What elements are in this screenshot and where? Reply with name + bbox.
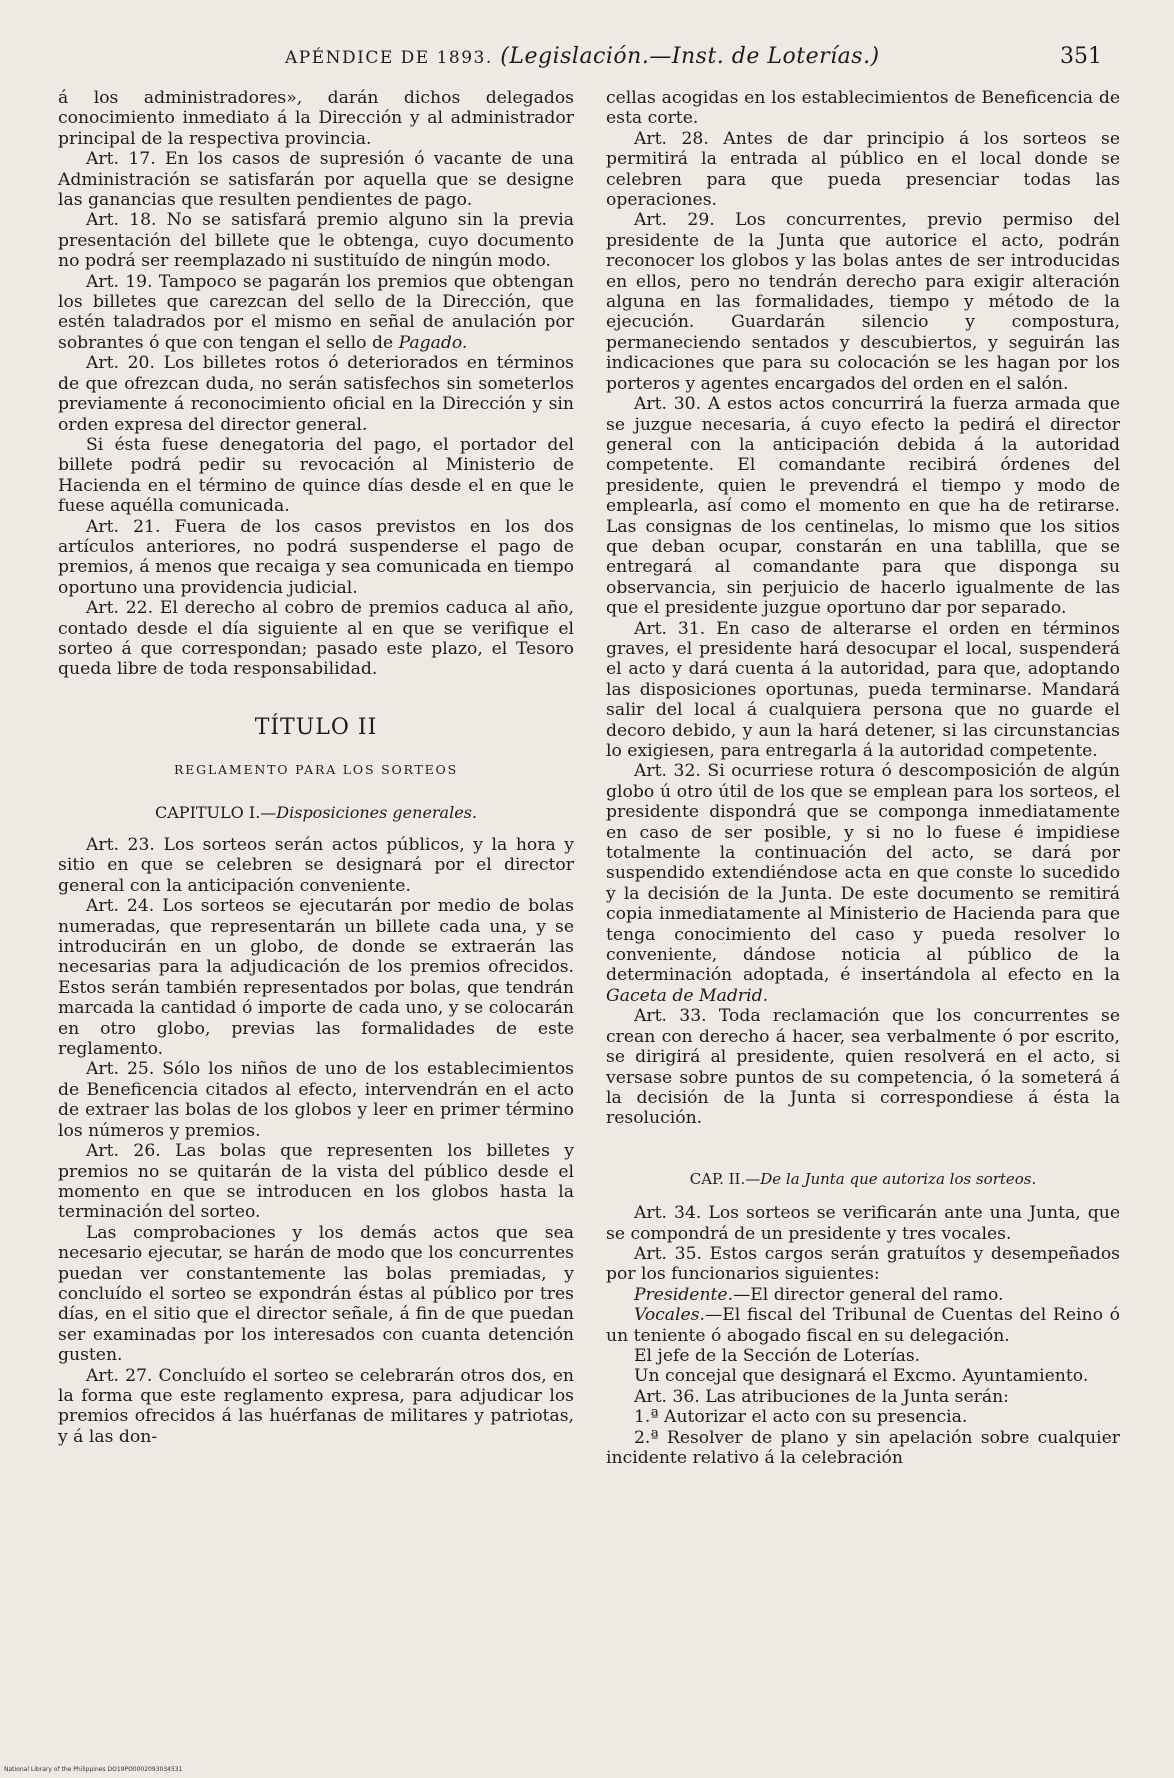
article-34: Art. 34. Los sorteos se verificarán ante una Junta, que se compondrá de un presidente y tres vocales. (606, 1203, 1120, 1244)
vocales-label: Vocales. (634, 1305, 706, 1326)
running-title (285, 44, 880, 69)
article-19-italic: Pagado. (398, 332, 468, 353)
jefe-line: El jefe de la Sección de Loterías. (634, 1345, 921, 1366)
section-subheading: REGLAMENTO PARA LOS SORTEOS (174, 762, 458, 778)
article-19 (58, 272, 574, 354)
article-31: Art. 31. En caso de alterarse el orden en términos graves, el presidente hará desocupar el local, suspenderá el acto y dará cuenta á la autoridad, para que, adoptando las disposiciones oportunas, pueda terminarse. Mandará salir del local á cualquiera persona que no guarde el decoro debido, y aun la hará detener, si las circunstancias lo exigiesen, para entregarla á la autoridad competente. (606, 618, 1120, 761)
chapter-number: CAPITULO I.— (155, 802, 277, 822)
article-19-text: Art. 19. Tampoco se pagarán los premios que obtengan los billetes que carezcan del sello de la Dirección, que estén taladrados por el mismo en señal de anulación por sobrantes ó que con tengan el sello de (58, 271, 574, 353)
article-23: Art. 23. Los sorteos serán actos públicos, y la hora y sitio en que se celebren se designará por el director general con la anticipación conveniente. (58, 835, 574, 896)
article-29: Art. 29. Los concurrentes, previo permiso del presidente de la Junta que autorice el acto, podrán reconocer los globos y las bolas antes de ser introducidas en ellos, pero no tendrán derecho para exigir alteración alguna en las formalidades, tiempo y método de la ejecución. Guardarán silencio y compostura, permaneciendo sentados y descubiertos, y seguirán las indicaciones que para su colocación se les hagan por los porteros y agentes encargados del orden en el salón. (606, 210, 1120, 394)
article-20-continued: Si ésta fuese denegatoria del pago, el portador del billete podrá pedir su revocación al Ministerio de Hacienda en el término de quince días desde el en que le fuese aquélla comunicada. (58, 434, 574, 517)
article-33: Art. 33. Toda reclamación que los concurrentes se crean con derecho á hacer, sea verbalmente ó por escrito, se dirigirá al presidente, quien resolverá en el acto, si versase sobre puntos de su competencia, ó la someterá á la decisión de la Junta si correspondiese á ésta la resolución. (606, 1006, 1120, 1129)
running-header (0, 44, 1174, 84)
article-18: Art. 18. No se satisfará premio alguno sin la previa presentación del billete que le obtenga, cuyo documento no podrá ser reemplazado ni sustituído de ningún modo. (58, 210, 574, 272)
article-35: Art. 35. Estos cargos serán gratuítos y desempeñados por los funcionarios siguientes: (606, 1243, 1120, 1285)
left-column (58, 88, 574, 1447)
article-22: Art. 22. El derecho al cobro de premios caduca al año, contado desde el día siguiente al en que se verifique el sorteo á que correspondan; pasado este plazo, el Tesoro queda libre de toda responsabilidad. (58, 598, 574, 680)
paragraph: cellas acogidas en los establecimientos de Beneficencia de esta corte. (606, 88, 1120, 129)
article-32 (606, 761, 1120, 1006)
article-20: Art. 20. Los billetes rotos ó deteriorados en términos de que ofrezcan duda, no serán satisfechos sin someterlos previamente á reconocimiento oficial en la Dirección y sin orden expresa del director general. (58, 353, 574, 435)
article-26: Art. 26. Las bolas que representen los billetes y premios no se quitarán de la vista del público desde el momento en que se introducen en los globos hasta la terminación del sorteo. (58, 1141, 574, 1223)
chapter-title: Disposiciones generales. (276, 802, 477, 822)
article-32-italic: Gaceta de Madrid. (606, 985, 769, 1006)
running-title-italic: (Legislación.—Inst. de Loterías.) (500, 44, 880, 69)
concejal-line: Un concejal que designará el Excmo. Ayuntamiento. (634, 1366, 1089, 1387)
right-column (606, 88, 1120, 1468)
presidente-label: Presidente. (634, 1284, 734, 1305)
vocales-text: —El fiscal del Tribunal de Cuentas del Reino ó un teniente ó abogado fiscal en su delegación. (606, 1305, 1120, 1346)
article-21: Art. 21. Fuera de los casos previstos en los dos artículos anteriores, no podrá suspenderse el pago de premios, á menos que recaiga y sea comunicada en tiempo oportuno una providencia judicial. (58, 516, 574, 598)
chapter-heading (606, 1169, 1120, 1189)
list-item: 2.ª Resolver de plano y sin apelación sobre cualquier incidente relativo á la celebración (606, 1427, 1120, 1468)
scan-credit: National Library of the Philippines DO19PO0002093034531 (4, 1766, 183, 1773)
paragraph: á los administradores», darán dichos delegados conocimiento inmediato á la Dirección y al administrador principal de la respectiva provincia. (58, 88, 574, 149)
presidente-line (606, 1285, 1120, 1305)
chapter-title: De la Junta que autoriza los sorteos. (760, 1169, 1037, 1188)
article-28: Art. 28. Antes de dar principio á los sorteos se permitirá la entrada al público en el local donde se celebren para que pueda presenciar todas las operaciones. (606, 128, 1120, 211)
article-32-text: Art. 32. Si ocurriese rotura ó descomposición de algún globo ú otro útil de los que se emplean para los sorteos, el presidente dispondrá que se componga inmediatamente en caso de ser posible, y si no lo fuese é impidiese totalmente la continuación del acto, se dará por suspendido extendiéndose acta en que conste lo sucedido y la decisión de la Junta. De este documento se remitirá copia inmediatamente al Ministerio de Hacienda para que tenga conocimiento del caso y pueda resolver lo conveniente, dándose noticia al público de la determinación adoptada, é insertándola al efecto en la (606, 761, 1120, 986)
title-heading: TÍTULO II (254, 714, 378, 740)
article-26-continued: Las comprobaciones y los demás actos que sea necesario ejecutar, se harán de modo que los concurrentes puedan ver constantemente las bolas premiadas, y concluído el sorteo se expondrán éstas al público por tres días, en el sitio que el director señale, á fin de que puedan ser examinadas por los interesados con cuanta detención gusten. (58, 1222, 574, 1366)
vocales-line (606, 1305, 1120, 1346)
chapter-number: CAP. II.— (689, 1169, 761, 1188)
article-30: Art. 30. A estos actos concurrirá la fuerza armada que se juzgue necesaria, á cuyo efecto la pedirá el director general con la anticipación debida á la autoridad competente. El comandante recibirá órdenes del presidente, quien le prevendrá el tiempo y modo de emplearla, así como el momento en que ha de retirarse. Las consignas de los centinelas, lo mismo que los sitios que deban ocupar, constarán en una tablilla, que se entregará al comandante para que disponga su observancia, sin perjuicio de hacerlo igualmente de las que el presidente juzgue oportuno dar por separado. (606, 394, 1120, 619)
article-27: Art. 27. Concluído el sorteo se celebrarán otros dos, en la forma que este reglamento expresa, para adjudicar los premios ofrecidos á las huérfanas de militares y patriotas, y á las don- (58, 1365, 574, 1447)
presidente-text: —El director general del ramo. (733, 1284, 1004, 1305)
article-25: Art. 25. Sólo los niños de uno de los establecimientos de Beneficencia citados al efecto, intervendrán en el acto de extraer las bolas de los globos y leer en primer término los números y premios. (58, 1059, 574, 1141)
list-item: 1.ª Autorizar el acto con su presencia. (634, 1407, 968, 1428)
article-17: Art. 17. En los casos de supresión ó vacante de una Administración se satisfarán por aquella que se designe las ganancias que resulten pendientes de pago. (58, 149, 574, 211)
article-36: Art. 36. Las atribuciones de la Junta serán: (634, 1386, 1009, 1407)
running-title-prefix: APÉNDICE DE 1893. (285, 48, 493, 68)
chapter-heading (58, 803, 574, 823)
page-number: 351 (1060, 44, 1102, 69)
article-24: Art. 24. Los sorteos se ejecutarán por medio de bolas numeradas, que representarán un billete cada una, y se introducirán en un globo, de donde se extraerán las necesarias para la adjudicación de los premios ofrecidos. Estos serán también representados por bolas, que tendrán marcada la cantidad ó importe de cada uno, y se colocarán en otro globo, previas las formalidades de este reglamento. (58, 896, 574, 1060)
